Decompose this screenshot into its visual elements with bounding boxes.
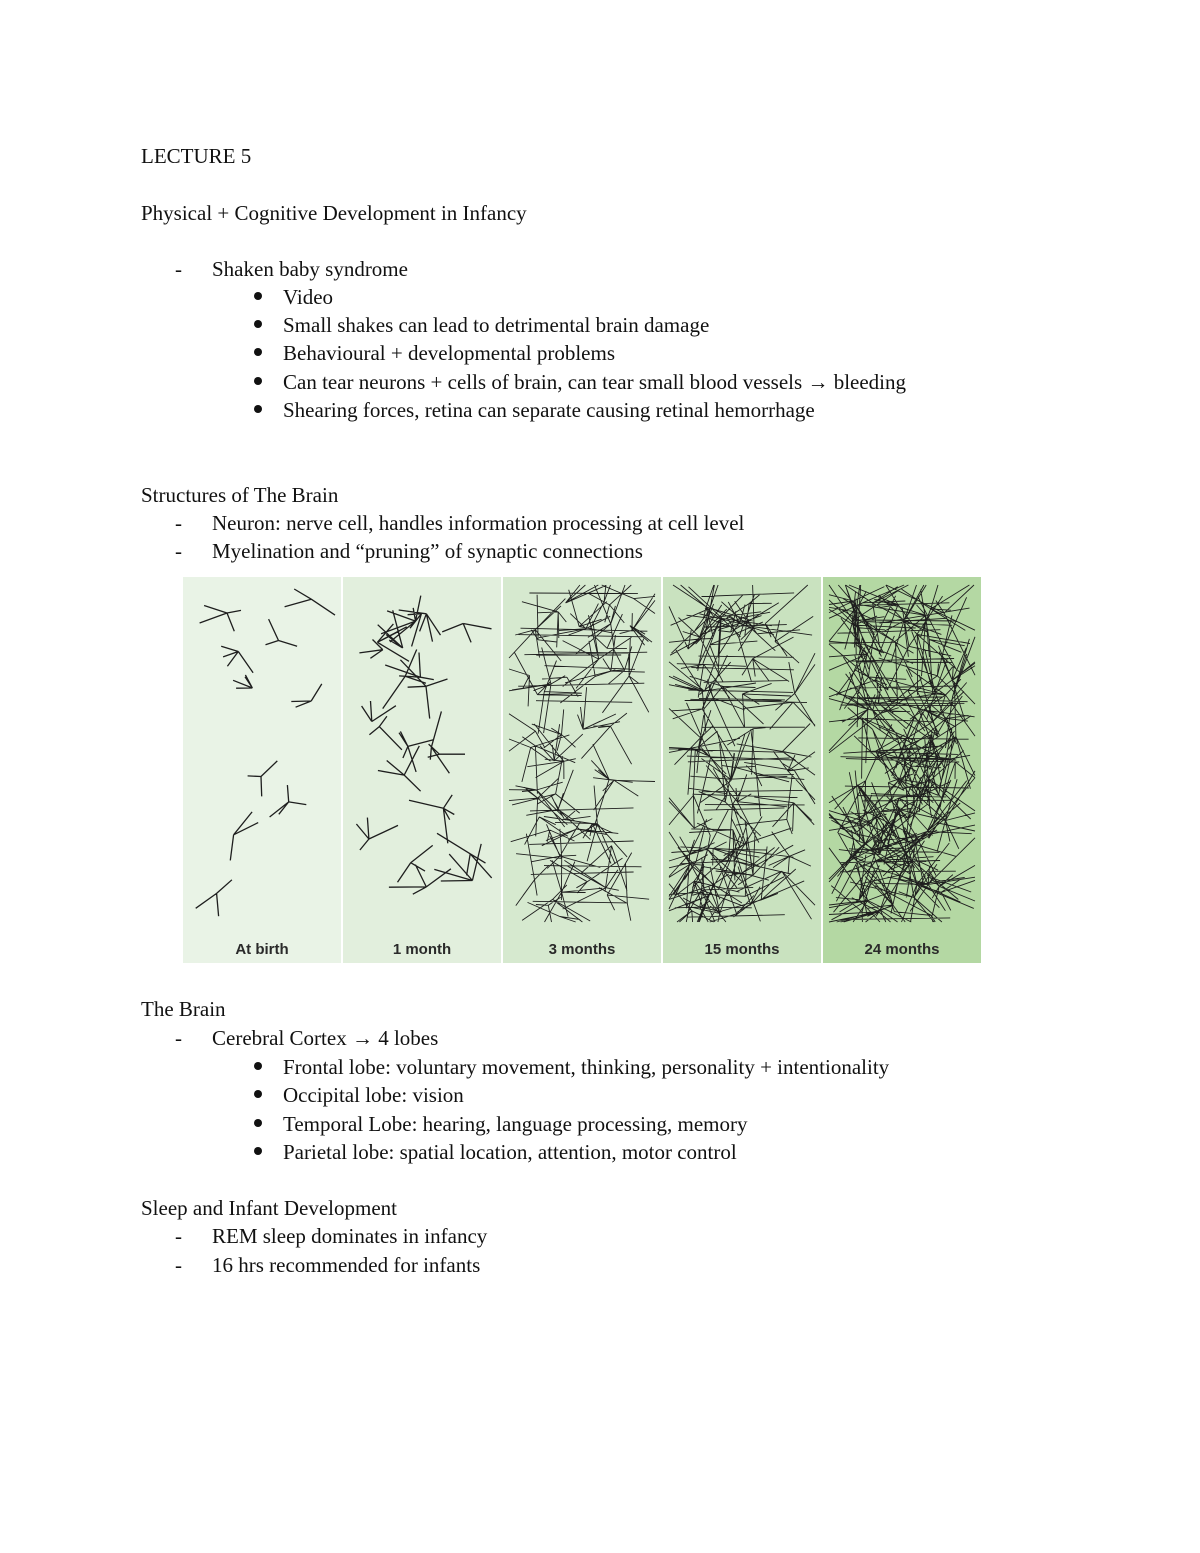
bullet-dot (254, 405, 262, 413)
item-text: Cerebral Cortex (212, 1026, 347, 1050)
bullet-dot (254, 348, 262, 356)
figure-panel (823, 577, 981, 963)
section-heading-structures: Structures of The Brain (141, 483, 339, 507)
bullet-item: Shearing forces, retina can separate causing retinal hemorrhage (283, 398, 815, 422)
panel-label: 15 months (704, 941, 780, 958)
arrow-icon: → (807, 370, 829, 394)
bullet-dot (254, 1090, 262, 1098)
neuron-development-figure (183, 577, 982, 963)
panel-background (343, 577, 501, 963)
figure-panel (663, 577, 821, 963)
bullet-item: Occipital lobe: vision (283, 1083, 464, 1107)
bullet-dot (254, 1147, 262, 1155)
panel-label: 3 months (548, 941, 616, 958)
bullet-item: Video (283, 285, 334, 309)
dash-marker: - (175, 257, 182, 281)
panel-background (823, 577, 981, 963)
bullet-item: Frontal lobe: voluntary movement, thinking, personality + intentionality (283, 1055, 890, 1079)
arrow-icon: → (351, 1026, 373, 1050)
bullet-dot (254, 1062, 262, 1070)
list-item-rem: REM sleep dominates in infancy (212, 1224, 488, 1248)
bullet-text: Can tear neurons + cells of brain, can tear small blood vessels (283, 370, 803, 394)
bullet-dot (254, 377, 262, 385)
list-item-neuron: Neuron: nerve cell, handles information processing at cell level (212, 511, 745, 535)
section-heading-brain: The Brain (141, 997, 226, 1021)
section-heading-development: Physical + Cognitive Development in Infancy (141, 201, 527, 225)
panel-label: 24 months (864, 941, 940, 958)
figure-panel (343, 577, 501, 963)
list-item-shaken-baby: Shaken baby syndrome (212, 257, 408, 281)
lecture-title: LECTURE 5 (141, 144, 252, 168)
bullet-dot (254, 292, 262, 300)
dash-marker: - (175, 1224, 182, 1248)
figure-panel (503, 577, 661, 963)
list-item-sleep-hours: 16 hrs recommended for infants (212, 1253, 481, 1277)
bullet-item: Temporal Lobe: hearing, language processing, memory (283, 1112, 748, 1136)
list-item-cerebral-cortex (212, 1025, 438, 1051)
bullet-item-with-arrow (283, 369, 906, 395)
dash-marker: - (175, 1026, 182, 1050)
panel-background (183, 577, 341, 963)
bullet-item: Behavioural + developmental problems (283, 341, 616, 365)
bullet-item: Parietal lobe: spatial location, attention, motor control (283, 1140, 737, 1164)
figure-panel (183, 577, 341, 963)
dash-marker: - (175, 511, 182, 535)
panel-label: 1 month (392, 941, 452, 958)
bullet-dot (254, 1119, 262, 1127)
bullet-text-tail: bleeding (833, 370, 906, 394)
dash-marker: - (175, 539, 182, 563)
dash-marker: - (175, 1253, 182, 1277)
item-text-tail: 4 lobes (378, 1026, 439, 1050)
bullet-item: Small shakes can lead to detrimental brain damage (283, 313, 710, 337)
list-item-myelination: Myelination and “pruning” of synaptic connections (212, 539, 643, 563)
section-heading-sleep: Sleep and Infant Development (141, 1196, 397, 1220)
bullet-dot (254, 320, 262, 328)
panel-label: At birth (235, 941, 289, 958)
